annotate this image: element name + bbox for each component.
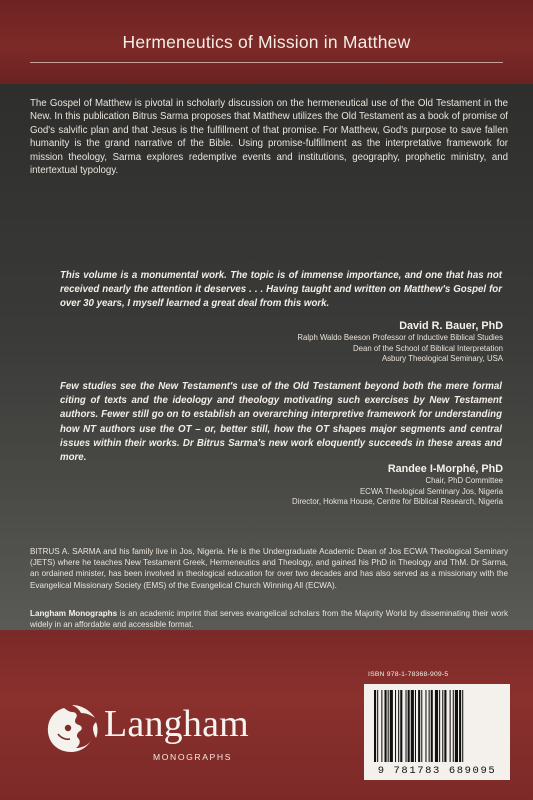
barcode-bar	[431, 690, 433, 762]
endorser-institution: ECWA Theological Seminary Jos, Nigeria	[359, 486, 503, 496]
imprint-name: Langham Monographs	[30, 609, 118, 618]
barcode-number: 9 781783 689095	[377, 765, 497, 777]
publisher-logo-subtitle: MONOGRAPHS	[153, 752, 233, 762]
barcode-bar	[439, 690, 440, 762]
barcode-icon	[364, 684, 510, 780]
barcode-bar	[421, 690, 422, 762]
endorser-title: Dean of the School of Biblical Interpretation	[353, 343, 503, 353]
barcode-bar	[462, 690, 463, 762]
barcode-bar	[435, 690, 438, 762]
imprint-description: is an academic imprint that serves evangelical scholars from the Majority World by disseminating their work widely in an affordable and accessible format.	[30, 609, 508, 630]
barcode-bar	[425, 690, 426, 762]
barcode-bar	[385, 690, 387, 762]
barcode-bar	[395, 690, 396, 762]
endorsement-attribution-2	[292, 462, 503, 508]
endorser-name: Randee I-Morphé, PhD	[387, 463, 503, 475]
title-divider	[30, 62, 503, 63]
globe-africa-icon	[40, 700, 104, 758]
book-description: The Gospel of Matthew is pivotal in scholarly discussion on the hermeneutical use of the Old Testament in the New. In this publication Bitrus Sarma proposes that Matthew utilizes the Old Testament as a book of promise of God's salvific plan and that Jesus is the fulfillment of that promise. For Matthew, God's purpose to save fallen humanity is the grand narrative of the Bible. Using promise-fulfillment as the interpretative framework for mission theology, Sarma explores redemptive events and institutions, geography, prophetic ministry, and intertextual typology.	[30, 98, 508, 177]
barcode-bar	[406, 690, 407, 762]
barcode-bar	[390, 690, 393, 762]
endorser-title: Ralph Waldo Beeson Professor of Inductive Biblical Studies	[297, 333, 503, 342]
barcode-bar	[450, 690, 451, 762]
barcode-bar	[388, 690, 389, 762]
barcode-bar	[453, 690, 454, 762]
book-title: Hermeneutics of Mission in Matthew	[122, 32, 411, 52]
endorser-title: Chair, PhD Committee	[425, 476, 503, 485]
barcode-bar	[408, 690, 410, 762]
publisher-logo-wordmark: Langham	[104, 703, 249, 745]
imprint-statement	[30, 608, 508, 630]
barcode-bar	[381, 690, 382, 762]
endorser-name: David R. Bauer, PhD	[399, 320, 503, 332]
barcode-bar	[429, 690, 430, 762]
endorsement-attribution-1	[297, 319, 503, 365]
barcode-bar	[377, 690, 378, 762]
barcode-bar	[374, 690, 376, 762]
barcode-bar	[418, 690, 420, 762]
barcode-bar	[398, 690, 399, 762]
endorsement-quote-2: Few studies see the New Testament's use of the Old Testament beyond both the mere formal citing of texts and the ideology and theology motivating such exercises by New Testament authors. Fewer still go on to establish an overarching interpretive framework for understanding how NT authors use the OT – or, better still, how the OT shapes major segments and central issues within their works. Dr Bitrus Sarma's new work eloquently succeeds in these areas and more.	[60, 381, 502, 464]
endorsement-quote-1: This volume is a monumental work. The topic is of immense importance, and one that has not received nearly the attention it deserves . . . Having taught and written on Matthew's Gospel for over 30 years, I myself learned a great deal from this work.	[60, 270, 502, 310]
barcode-bar	[415, 690, 416, 762]
endorser-institution: Asbury Theological Seminary, USA	[381, 354, 503, 364]
barcode-bar	[455, 690, 458, 762]
barcode-bar	[444, 690, 446, 762]
author-bio: BITRUS A. SARMA and his family live in Jos, Nigeria. He is the Undergraduate Academic Dean of Jos ECWA Theological Seminary (JETS) where he teaches New Testament Greek, Hermeneutics and Theology, and gained his PhD in Theology and ThM. Dr Sarma, an ordained minister, has been involved in theological education for over two decades and has also served as a missionary with the Evangelical Missionary Society (EMS) of the Evangelical Church Winning All (ECWA).	[30, 547, 508, 590]
barcode-bar	[411, 690, 414, 762]
endorser-institution: Director, Hokma House, Centre for Biblical Research, Nigeria	[291, 497, 503, 507]
barcode-bar	[459, 690, 461, 762]
barcode-bar	[442, 690, 443, 762]
isbn-label: ISBN 978-1-78368-909-5	[368, 671, 449, 678]
barcode-bar	[400, 690, 402, 762]
